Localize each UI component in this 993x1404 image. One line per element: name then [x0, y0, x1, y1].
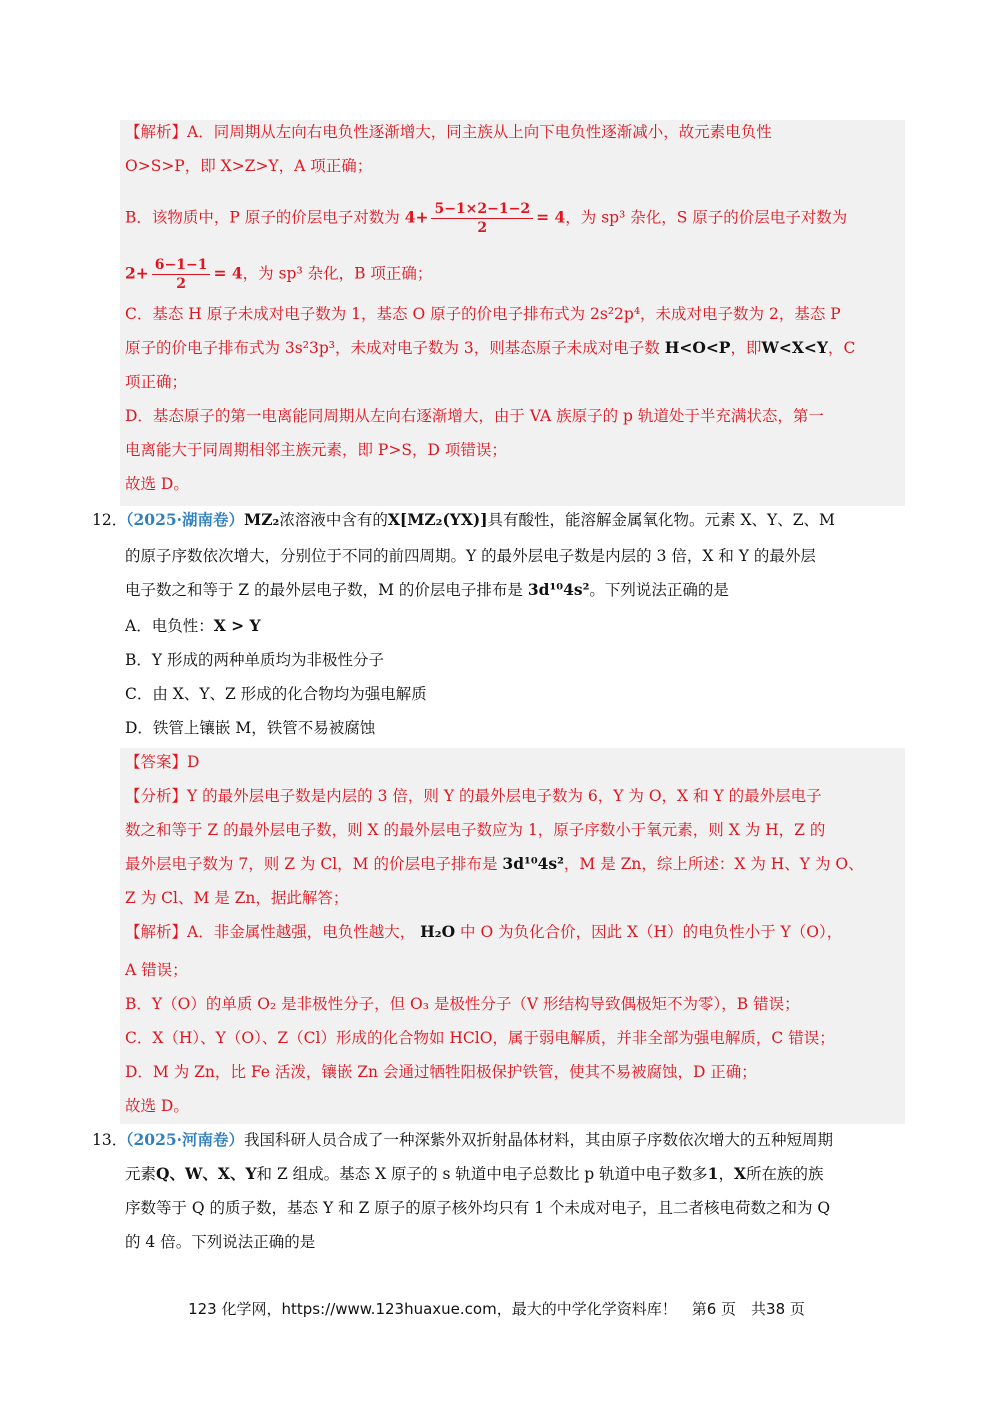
q13-line-2: 元素Q、W、X、Y和 Z 组成。基态 X 原子的 s 轨道中电子总数比 p 轨道中电子数多1，X所在族的族	[125, 1164, 824, 1183]
analysis-11-line-1: 【解析】A．同周期从左向右电负性逐渐增大，同主族从上向下电负性逐渐减小，故元素电负性	[125, 123, 772, 141]
q12-jiexi-2: A 错误；	[125, 961, 188, 979]
analysis-11-line-7: 项正确；	[125, 373, 188, 391]
analysis-11-line-2: O>S>P，即 X>Z>Y，A 项正确；	[125, 157, 373, 175]
fraction-formula: $\frac{5-1\times 2-1-2}{2}$	[431, 200, 533, 237]
page-footer: 123 化学网，https://www.123huaxue.com，最大的中学化学资料库！ 第6 页 共38 页	[188, 1300, 805, 1318]
q12-jiexi-6: 故选 D。	[125, 1097, 189, 1115]
q12-line-2: 的原子序数依次增大，分别位于不同的前四周期。Y 的最外层电子数是内层的 3 倍，X 和 Y 的最外层	[125, 547, 816, 565]
jiexi-tag: 【解析】	[125, 123, 188, 141]
analysis-11-line-10: 故选 D。	[125, 475, 189, 493]
analysis-11-line-3: B．该物质中，P 原子的价层电子对数为 4+ $\frac{5-1\times 2-1-2}{2}$ = 4，为 sp³ 杂化，S 原子的价层电子对数为	[125, 201, 848, 236]
q12-jiexi-3: B．Y（O）的单质 O₂ 是非极性分子，但 O₃ 是极性分子（V 形结构导致偶极矩不为零），B 错误；	[125, 995, 800, 1013]
q12-line-3: 电子数之和等于 Z 的最外层电子数，M 的价层电子排布是 3d¹⁰4s²。下列说法正确的是	[125, 580, 729, 599]
q12-fenxi-2: 数之和等于 Z 的最外层电子数，则 X 的最外层电子数应为 1，原子序数小于氧元素，则 X 为 H，Z 的	[125, 821, 826, 839]
q12-option-c: C．由 X、Y、Z 形成的化合物均为强电解质	[125, 685, 427, 703]
q12-fenxi-3: 最外层电子数为 7，则 Z 为 Cl，M 的价层电子排布是 3d¹⁰4s²，M 是 Zn，综上所述：X 为 H、Y 为 O、	[125, 854, 864, 873]
fraction-formula: $\frac{6-1-1}{2}$	[152, 256, 211, 293]
q12-jiexi-1: 【解析】A．非金属性越强，电负性越大， H₂O 中 O 为负化合价，因此 X（H）的电负性小于 Y（O），	[125, 922, 843, 941]
analysis-11-line-4: 2+ $\frac{6-1-1}{2}$ = 4，为 sp³ 杂化，B 项正确；	[125, 257, 433, 292]
q13-line-4: 的 4 倍。下列说法正确的是	[125, 1233, 316, 1251]
q12-answer: 【答案】D	[125, 753, 200, 771]
q12-option-a: A．电负性：X > Y	[125, 616, 261, 635]
analysis-11-line-5: C．基态 H 原子未成对电子数为 1，基态 O 原子的价电子排布式为 2s²2p⁴，未成对电子数为 2，基态 P	[125, 305, 841, 323]
q12-jiexi-4: C．X（H）、Y（O）、Z（Cl）形成的化合物如 HClO，属于弱电解质，并非全部为强电解质，C 错误；	[125, 1029, 835, 1047]
analysis-11-line-8: D．基态原子的第一电离能同周期从左向右逐渐增大，由于 VA 族原子的 p 轨道处于半充满状态，第一	[125, 407, 824, 425]
q12-jiexi-5: D．M 为 Zn，比 Fe 活泼，镶嵌 Zn 会通过牺牲阳极保护铁管，使其不易被腐蚀，D 正确；	[125, 1063, 757, 1081]
question-number-12: 12．	[92, 511, 128, 529]
q12-fenxi-1: 【分析】Y 的最外层电子数是内层的 3 倍，则 Y 的最外层电子数为 6，Y 为 O，X 和 Y 的最外层电子	[125, 787, 822, 805]
analysis-11-line-6: 原子的价电子排布式为 3s²3p³，未成对电子数为 3，则基态原子未成对电子数 H<O<P，即W<X<Y，C	[125, 338, 856, 357]
q13-line-1: （2025·河南卷）我国科研人员合成了一种深紫外双折射晶体材料，其由原子序数依次增大的五种短周期	[118, 1130, 834, 1149]
q12-option-d: D．铁管上镶嵌 M，铁管不易被腐蚀	[125, 719, 376, 737]
q12-line-1: （2025·湖南卷）MZ₂浓溶液中含有的X[MZ₂(YX)]具有酸性，能溶解金属氧化物。元素 X、Y、Z、M	[118, 510, 835, 529]
q13-line-3: 序数等于 Q 的质子数，基态 Y 和 Z 原子的原子核外均只有 1 个未成对电子，且二者核电荷数之和为 Q	[125, 1199, 831, 1217]
q12-fenxi-4: Z 为 Cl、M 是 Zn，据此解答；	[125, 889, 349, 907]
question-number-13: 13．	[92, 1131, 128, 1149]
q12-option-b: B．Y 形成的两种单质均为非极性分子	[125, 651, 385, 669]
analysis-11-line-9: 电离能大于同周期相邻主族元素，即 P>S，D 项错误；	[125, 441, 507, 459]
